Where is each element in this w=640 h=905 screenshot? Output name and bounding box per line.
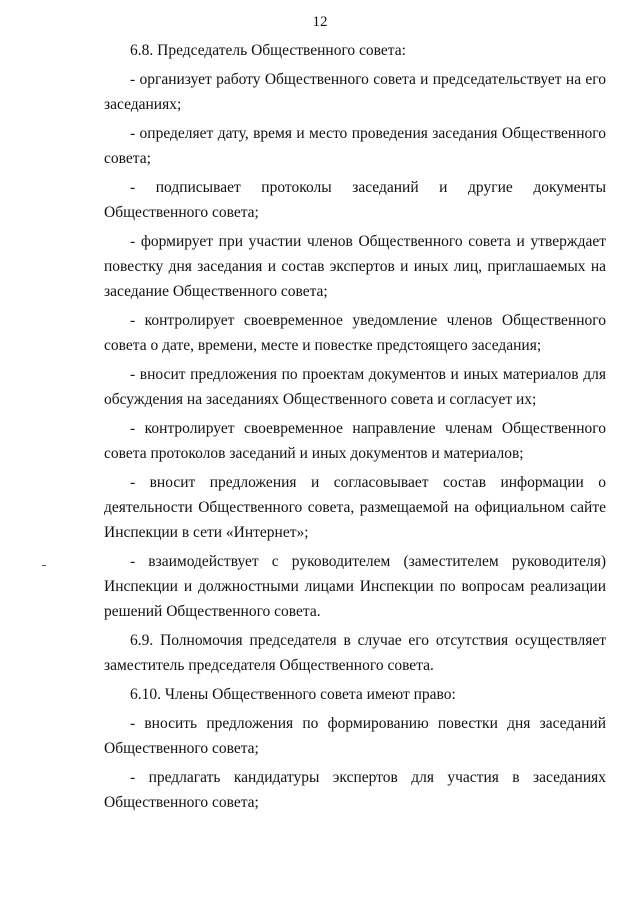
list-item: - вносит предложения и согласовывает состав информации о деятельности Общественного совета, размещаемой на официальном сайте Инспекции в сети «Интернет»; [104, 474, 606, 541]
list-item: - взаимодействует с руководителем (заместителем руководителя) Инспекции и должностными лицами Инспекции по вопросам реализации решений Общественного совета. [104, 553, 606, 620]
section-heading-6-10: 6.10. Члены Общественного совета имеют право: [130, 686, 456, 703]
section-heading-6-8: 6.8. Председатель Общественного совета: [130, 42, 406, 59]
margin-mark [42, 565, 46, 566]
list-item: - вносит предложения по проектам документов и иных материалов для обсуждения на заседаниях Общественного совета и согласует их; [104, 366, 606, 408]
list-item: - организует работу Общественного совета и председательствует на его заседаниях; [104, 71, 606, 113]
list-item: - формирует при участии членов Общественного совета и утверждает повестку дня заседания и состав экспертов и иных лиц, приглашаемых на заседание Общественного совета; [104, 233, 606, 300]
page-number: 12 [312, 14, 328, 30]
list-item: - определяет дату, время и место проведения заседания Общественного совета; [104, 125, 606, 167]
document-body [104, 38, 606, 819]
section-paragraph-6-9: 6.9. Полномочия председателя в случае его отсутствия осуществляет заместитель председателя Общественного совета. [104, 632, 606, 674]
list-item: - предлагать кандидатуры экспертов для участия в заседаниях Общественного совета; [104, 769, 606, 811]
list-item: - вносить предложения по формированию повестки дня заседаний Общественного совета; [104, 715, 606, 757]
list-item: - контролирует своевременное направление членам Общественного совета протоколов заседаний и иных документов и материалов; [104, 420, 606, 462]
list-item: - контролирует своевременное уведомление членов Общественного совета о дате, времени, месте и повестке предстоящего заседания; [104, 312, 606, 354]
list-item: - подписывает протоколы заседаний и другие документы Общественного совета; [104, 179, 606, 221]
